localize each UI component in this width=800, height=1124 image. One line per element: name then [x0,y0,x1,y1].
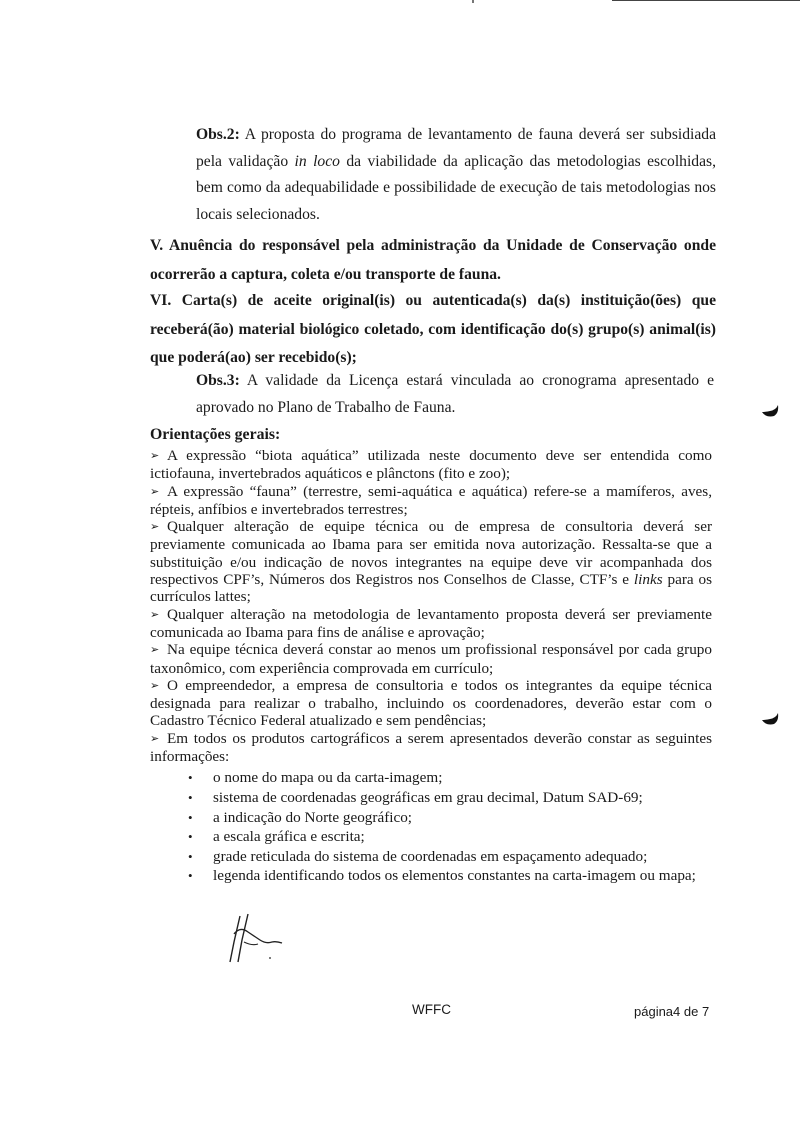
section-v: V. Anuência do responsável pela administração da Unidade de Conservação onde ocorrerão a captura, coleta e/ou transporte de fauna. [150,237,716,283]
list-item: • grade reticulada do sistema de coordenadas em espaçamento adequado; [188,847,712,867]
obs3-paragraph [196,368,714,421]
list-item: • a escala gráfica e escrita; [188,827,712,847]
obs2-text-before: A proposta do programa de levantamento de fauna deverá ser subsidiada pela validação [196,126,716,170]
punch-hole-mark-icon [758,706,780,728]
guideline-item: ➢ A expressão “biota aquática” utilizada neste documento deve ser entendida como ictiofauna, invertebrados aquáticos e plânctons (fito e zoo); [150,447,712,483]
arrow-bullet-icon: ➢ [150,521,160,534]
top-edge-rule [612,0,800,1]
list-item: • o nome do mapa ou da carta-imagem; [188,768,712,788]
arrow-bullet-icon: ➢ [150,732,160,745]
section-vi: VI. Carta(s) de aceite original(is) ou autenticada(s) da(s) instituição(ões) que receberá(ão) material biológico coletado, com identificação do(s) grupo(s) animal(is) que poderá(ao) ser recebido(s); [150,292,716,366]
arrow-bullet-icon: ➢ [150,485,160,498]
obs2-italic: in loco [294,152,340,170]
cartographic-requirements-list [150,768,712,886]
obs2-label: Obs.2: [196,126,240,143]
arrow-bullet-icon: ➢ [150,450,160,462]
guideline-item: ➢ A expressão “fauna” (terrestre, semi-aquática e aquática) refere-se a mamíferos, aves, répteis, anfíbios e invertebrados terrestres; [150,482,712,518]
arrow-bullet-icon: ➢ [150,679,160,692]
footer-page-number: página4 de 7 [634,1004,710,1019]
guideline-item: ➢ Qualquer alteração na metodologia de levantamento proposta deverá ser previamente comunicada ao Ibama para fins de análise e aprovação; [150,605,712,641]
orientacoes-list [150,447,712,886]
list-item: • legenda identificando todos os elementos constantes na carta-imagem ou mapa; [188,866,712,886]
top-edge-mark [472,0,474,3]
guideline-item: ➢ Qualquer alteração de equipe técnica ou de empresa de consultoria deverá ser previamente comunicada ao Ibama para ser emitida nova autorização. Ressalta-se que a substituição e/ou indicação de novos integrantes na equipe deve vir acompanhada dos respectivos CPF’s, Números dos Registros nos Conselhos de Classe, CTF’s e links para os currículos lattes; [150,518,712,606]
guideline-item: ➢ O empreendedor, a empresa de consultoria e todos os integrantes da equipe técnica designada para realizar o trabalho, incluindo os coordenadores, deverão estar com o Cadastro Técnico Federal atualizado e sem pendências; [150,676,712,730]
obs3-text: A validade da Licença estará vinculada ao cronograma apresentado e aprovado no Plano de Trabalho de Fauna. [196,372,714,416]
list-item: • sistema de coordenadas geográficas em grau decimal, Datum SAD-69; [188,788,712,808]
footer-doc-code: WFFC [412,1002,451,1017]
obs2-text-after: da viabilidade da aplicação das metodologias escolhidas, bem como da adequabilidade e possibilidade de execução de tais metodologias nos locais selecionados. [196,152,716,223]
punch-hole-mark-icon [758,398,780,420]
links-italic: links [633,571,663,589]
list-item: • a indicação do Norte geográfico; [188,808,712,828]
arrow-bullet-icon: ➢ [150,608,160,621]
handwritten-initials-signature [226,912,290,964]
orientacoes-heading: Orientações gerais: [150,426,281,443]
obs2-paragraph [196,122,716,228]
guideline-item: ➢ Em todos os produtos cartográficos a serem apresentados deverão constar as seguintes informações: [150,729,712,766]
arrow-bullet-icon: ➢ [150,644,160,657]
guideline-item: ➢ Na equipe técnica deverá constar ao menos um profissional responsável por cada grupo taxonômico, com experiência comprovada em currículo; [150,641,712,677]
obs3-label: Obs.3: [196,372,240,389]
